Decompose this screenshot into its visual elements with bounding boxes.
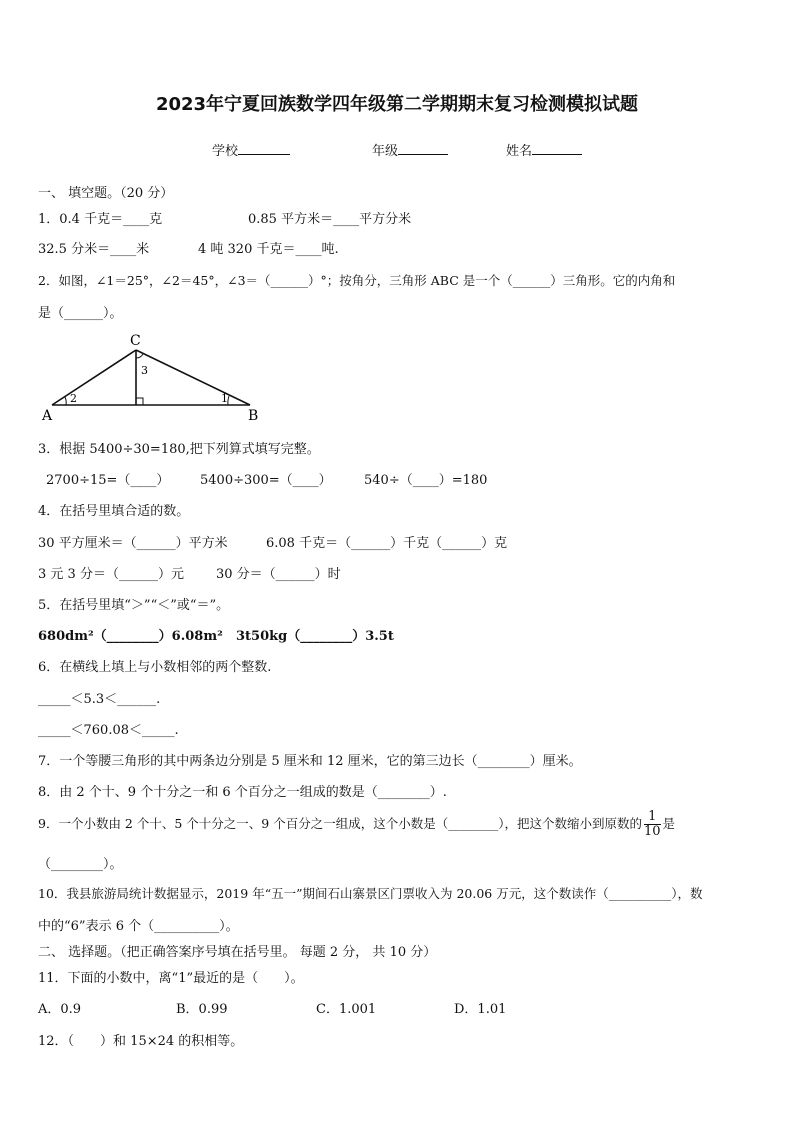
fraction-denominator: 10 xyxy=(643,824,661,839)
page-title: 2023年宁夏回族数学四年级第二学期期末复习检测模拟试题 xyxy=(155,94,639,115)
q9-line1 xyxy=(38,810,675,839)
q12-stem: 12．（ ）和 15×24 的积相等。 xyxy=(38,1034,244,1049)
q4-c: 3 元 3 分＝（______）元 xyxy=(38,567,184,582)
label-angle3: 3 xyxy=(141,364,148,377)
label-angle2: 2 xyxy=(70,392,77,405)
q9-line2: （________）。 xyxy=(38,857,123,872)
q10-line1: 10．我县旅游局统计数据显示，2019 年“五一”期间石山寨景区门票收入为 20.06 万元，这个数读作（__________），数 xyxy=(38,886,703,901)
fraction-numerator: 1 xyxy=(644,810,661,825)
label-angle1: 1 xyxy=(221,392,228,405)
q4-stem: 4．在括号里填合适的数。 xyxy=(38,504,190,519)
q5-stem: 5．在括号里填“＞”“＜”或“＝”。 xyxy=(38,598,230,613)
q3-a: 2700÷15=（____） xyxy=(46,473,170,488)
angle3-arc xyxy=(136,354,143,358)
school-field xyxy=(212,140,290,159)
q1-line2b: 4 吨 320 千克＝____吨. xyxy=(198,242,339,257)
side-ac xyxy=(52,350,136,405)
q9-line1a: 9．一个小数由 2 个十、5 个十分之一、9 个百分之一组成，这个小数是（________），把这个数缩小到原数的 xyxy=(38,816,642,831)
label-c: C xyxy=(130,333,141,349)
angle1-arc xyxy=(228,396,229,405)
q11-stem: 11．下面的小数中，离“1”最近的是（ ）。 xyxy=(38,971,304,986)
q4-b: 6.08 千克＝（______）千克（______）克 xyxy=(266,536,508,551)
q4-d: 30 分＝（______）时 xyxy=(216,567,341,582)
q3-stem: 3．根据 5400÷30=180,把下列算式填写完整。 xyxy=(38,442,320,457)
q5-b: 3t50kg（________）3.5t xyxy=(236,629,394,644)
section2-heading: 二、 选择题。（把正确答案序号填在括号里。 每题 2 分， 共 10 分） xyxy=(38,945,437,960)
q1-line1a: 1．0.4 千克＝____克 xyxy=(38,212,163,227)
q11-option-d[interactable]: D．1.01 xyxy=(454,1002,507,1017)
grade-label: 年级 xyxy=(372,144,399,159)
q7-text: 7．一个等腰三角形的其中两条边分别是 5 厘米和 12 厘米，它的第三边长（________）厘米。 xyxy=(38,754,582,769)
q6-b: _____＜760.08＜_____. xyxy=(38,723,179,738)
q3-b: 5400÷300=（____） xyxy=(200,473,332,488)
q2-line1: 2．如图，∠1＝25°，∠2＝45°，∠3＝（______）°；按角分，三角形 ABC 是一个（______）三角形。它的内角和 xyxy=(38,273,676,288)
q11-option-c[interactable]: C．1.001 xyxy=(316,1002,377,1017)
name-field xyxy=(506,140,582,159)
q8-text: 8．由 2 个十、9 个十分之一和 6 个百分之一组成的数是（________）. xyxy=(38,785,447,800)
name-label: 姓名 xyxy=(506,144,533,159)
side-bc xyxy=(136,350,250,405)
q4-a: 30 平方厘米＝（______）平方米 xyxy=(38,536,228,551)
q11-option-b[interactable]: B．0.99 xyxy=(176,1002,228,1017)
fraction-one-tenth xyxy=(644,810,661,839)
q6-a: _____＜5.3＜______. xyxy=(38,692,161,707)
name-blank[interactable] xyxy=(532,141,582,155)
q5-a: 680dm²（________）6.08m² xyxy=(38,629,223,644)
q1-line1b: 0.85 平方米＝____平方分米 xyxy=(248,212,412,227)
q2-line2: 是（______）。 xyxy=(38,306,123,321)
triangle-figure xyxy=(38,330,268,425)
q11-option-a[interactable]: A．0.9 xyxy=(38,1002,82,1017)
angle2-arc xyxy=(65,397,66,405)
school-blank[interactable] xyxy=(238,141,290,155)
label-b: B xyxy=(248,408,259,424)
label-a: A xyxy=(42,408,53,424)
q1-line2a: 32.5 分米＝____米 xyxy=(38,242,150,257)
school-label: 学校 xyxy=(212,144,239,159)
q3-c: 540÷（____）=180 xyxy=(364,473,488,488)
grade-blank[interactable] xyxy=(398,141,448,155)
right-angle-mark xyxy=(136,398,143,405)
grade-field xyxy=(372,140,448,159)
q9-line1b: 是 xyxy=(662,816,676,831)
q10-line2: 中的“6”表示 6 个（__________）。 xyxy=(38,919,239,934)
section1-heading: 一、 填空题。（20 分） xyxy=(38,186,174,201)
q6-stem: 6．在横线上填上与小数相邻的两个整数. xyxy=(38,660,272,675)
